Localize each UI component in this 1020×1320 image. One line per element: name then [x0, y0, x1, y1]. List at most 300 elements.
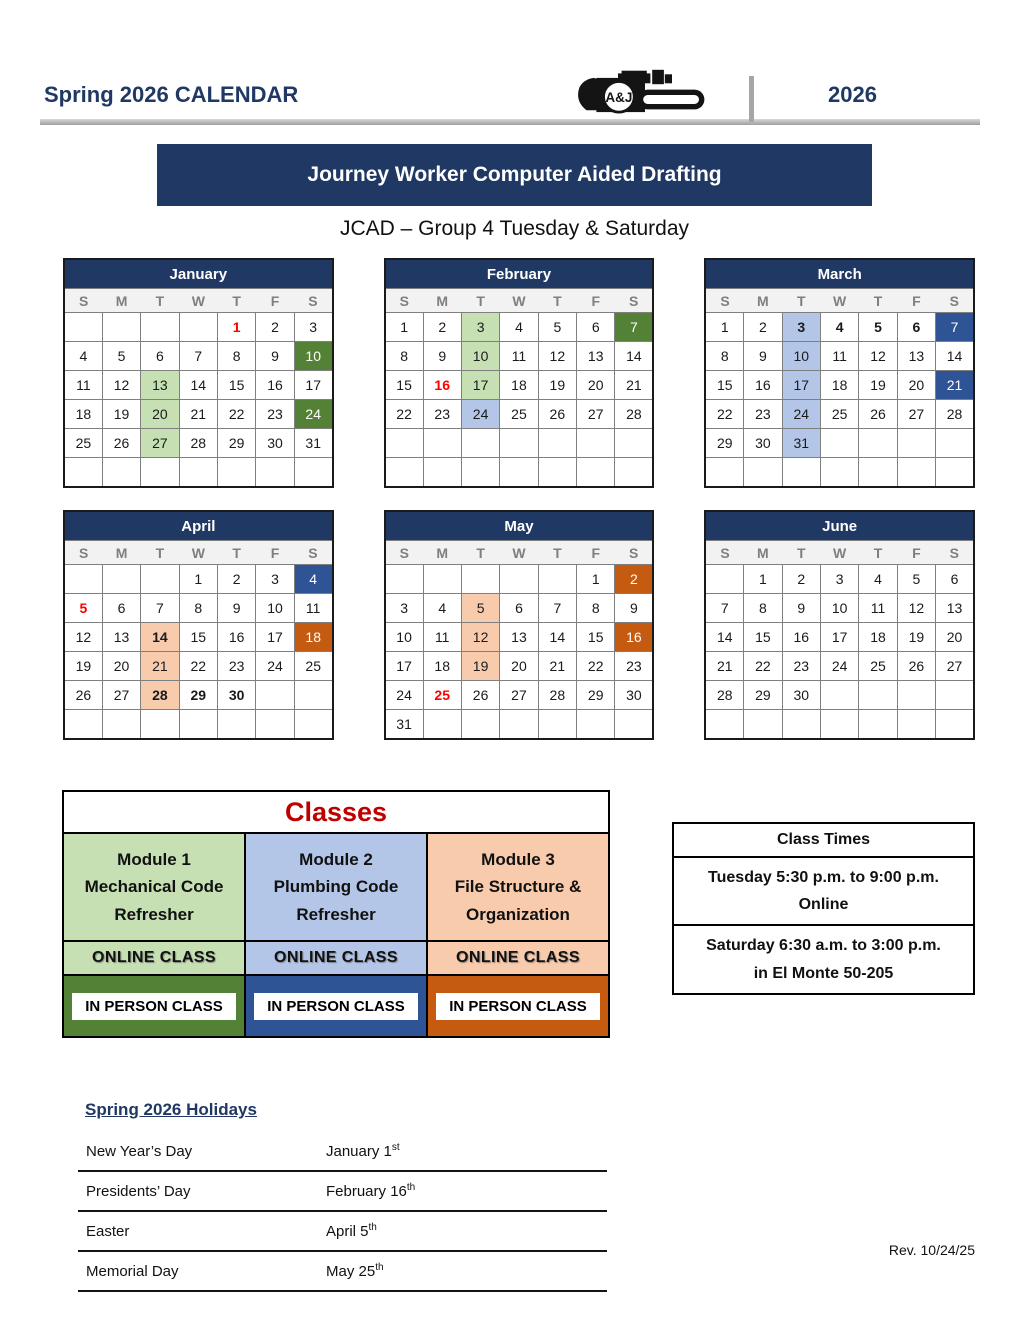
- day-cell: 18: [423, 652, 461, 681]
- day-cell: 24: [782, 400, 820, 429]
- empty-day-cell: [897, 429, 935, 458]
- empty-day-cell: [141, 313, 179, 342]
- day-cell: 26: [538, 400, 576, 429]
- day-cell: 18: [820, 371, 858, 400]
- holiday-date: April 5th: [318, 1211, 607, 1251]
- day-cell: 30: [782, 681, 820, 710]
- day-cell: 23: [615, 652, 653, 681]
- empty-day-cell: [782, 710, 820, 740]
- empty-day-cell: [897, 710, 935, 740]
- day-cell: 2: [615, 565, 653, 594]
- day-cell: 12: [461, 623, 499, 652]
- class-time-line1: Saturday 6:30 a.m. to 3:00 p.m.: [706, 937, 941, 955]
- day-of-week-header: T: [782, 541, 820, 565]
- day-cell: 27: [102, 681, 140, 710]
- holiday-row: [78, 1132, 607, 1171]
- classes-table: [62, 790, 610, 1038]
- day-cell: 4: [64, 342, 102, 371]
- holidays-title: Spring 2026 Holidays: [85, 1100, 257, 1119]
- day-cell: 7: [936, 313, 974, 342]
- day-of-week-header: W: [179, 541, 217, 565]
- day-cell: 25: [64, 429, 102, 458]
- empty-day-cell: [179, 313, 217, 342]
- day-cell: 4: [820, 313, 858, 342]
- day-cell: 15: [218, 371, 256, 400]
- day-cell: 19: [64, 652, 102, 681]
- day-cell: 22: [179, 652, 217, 681]
- day-cell: 10: [782, 342, 820, 371]
- online-class-label: ONLINE CLASS: [427, 941, 609, 975]
- day-of-week-header: T: [859, 289, 897, 313]
- day-of-week-header: T: [218, 289, 256, 313]
- day-cell: 14: [179, 371, 217, 400]
- month-title: January: [64, 259, 333, 289]
- empty-day-cell: [615, 429, 653, 458]
- classes-title: Classes: [63, 791, 609, 833]
- empty-day-cell: [897, 458, 935, 488]
- day-cell: 12: [897, 594, 935, 623]
- day-cell: 31: [385, 710, 423, 740]
- empty-day-cell: [859, 458, 897, 488]
- calendar-may: [384, 510, 655, 740]
- module-3-cell: [427, 833, 609, 941]
- empty-day-cell: [859, 429, 897, 458]
- in-person-class-cell: [245, 975, 427, 1037]
- day-cell: 16: [256, 371, 294, 400]
- day-of-week-header: F: [897, 541, 935, 565]
- day-cell: 26: [897, 652, 935, 681]
- empty-day-cell: [615, 458, 653, 488]
- day-of-week-header: S: [615, 541, 653, 565]
- holiday-name: New Year’s Day: [78, 1132, 318, 1171]
- empty-day-cell: [500, 429, 538, 458]
- day-cell: 20: [936, 623, 974, 652]
- day-cell: 15: [744, 623, 782, 652]
- empty-day-cell: [538, 565, 576, 594]
- day-cell: 6: [102, 594, 140, 623]
- empty-day-cell: [744, 458, 782, 488]
- empty-day-cell: [500, 458, 538, 488]
- empty-day-cell: [102, 458, 140, 488]
- module-name-line: Module 2: [299, 850, 373, 870]
- day-cell: 14: [705, 623, 743, 652]
- day-of-week-header: W: [820, 289, 858, 313]
- day-of-week-header: W: [820, 541, 858, 565]
- holiday-date-ordinal: th: [368, 1222, 377, 1233]
- day-cell: 19: [859, 371, 897, 400]
- empty-day-cell: [461, 429, 499, 458]
- in-person-class-label: IN PERSON CLASS: [254, 993, 418, 1020]
- day-cell: 6: [897, 313, 935, 342]
- holidays-table: [78, 1132, 607, 1292]
- day-cell: 20: [141, 400, 179, 429]
- day-cell: 3: [820, 565, 858, 594]
- day-cell: 21: [705, 652, 743, 681]
- day-cell: 11: [820, 342, 858, 371]
- holiday-date-ordinal: th: [375, 1262, 384, 1273]
- month-title: June: [705, 511, 974, 541]
- month-title: March: [705, 259, 974, 289]
- day-cell: 30: [256, 429, 294, 458]
- header-rule: [40, 119, 980, 125]
- empty-day-cell: [64, 710, 102, 740]
- day-cell: 24: [294, 400, 332, 429]
- day-cell: 5: [897, 565, 935, 594]
- day-cell: 12: [64, 623, 102, 652]
- day-cell: 3: [256, 565, 294, 594]
- empty-day-cell: [577, 458, 615, 488]
- day-cell: 28: [705, 681, 743, 710]
- day-cell: 10: [256, 594, 294, 623]
- day-cell: 17: [820, 623, 858, 652]
- day-cell: 2: [256, 313, 294, 342]
- day-cell: 15: [385, 371, 423, 400]
- day-cell: 24: [461, 400, 499, 429]
- day-cell: 25: [294, 652, 332, 681]
- day-cell: 18: [859, 623, 897, 652]
- holiday-row: [78, 1251, 607, 1291]
- day-cell: 9: [744, 342, 782, 371]
- day-cell: 6: [500, 594, 538, 623]
- day-cell: 3: [782, 313, 820, 342]
- day-cell: 14: [936, 342, 974, 371]
- day-cell: 24: [385, 681, 423, 710]
- day-cell: 2: [744, 313, 782, 342]
- empty-day-cell: [936, 710, 974, 740]
- day-cell: 8: [385, 342, 423, 371]
- day-of-week-header: F: [256, 541, 294, 565]
- class-time-line1: Tuesday 5:30 p.m. to 9:00 p.m.: [708, 869, 939, 886]
- day-of-week-header: M: [423, 541, 461, 565]
- program-banner: Journey Worker Computer Aided Drafting: [157, 144, 872, 206]
- empty-day-cell: [705, 565, 743, 594]
- day-cell: 2: [423, 313, 461, 342]
- day-cell: 30: [744, 429, 782, 458]
- day-of-week-header: S: [705, 289, 743, 313]
- day-cell: 5: [64, 594, 102, 623]
- day-cell: 11: [294, 594, 332, 623]
- day-cell: 13: [500, 623, 538, 652]
- header-year: 2026: [828, 82, 877, 107]
- empty-day-cell: [744, 710, 782, 740]
- day-cell: 29: [705, 429, 743, 458]
- day-cell: 19: [102, 400, 140, 429]
- day-cell: 9: [782, 594, 820, 623]
- day-cell: 22: [705, 400, 743, 429]
- module-1-cell: [63, 833, 245, 941]
- empty-day-cell: [500, 710, 538, 740]
- day-cell: 16: [615, 623, 653, 652]
- day-of-week-header: M: [744, 289, 782, 313]
- empty-day-cell: [423, 429, 461, 458]
- day-of-week-header: S: [936, 541, 974, 565]
- day-cell: 6: [577, 313, 615, 342]
- day-cell: 11: [423, 623, 461, 652]
- day-cell: 17: [461, 371, 499, 400]
- day-cell: 23: [423, 400, 461, 429]
- day-cell: 1: [577, 565, 615, 594]
- module-name-line: Plumbing Code: [273, 877, 399, 897]
- class-times-table: [672, 822, 975, 995]
- day-cell: 31: [782, 429, 820, 458]
- day-cell: 23: [256, 400, 294, 429]
- empty-day-cell: [577, 429, 615, 458]
- day-cell: 7: [615, 313, 653, 342]
- empty-day-cell: [385, 458, 423, 488]
- day-cell: 8: [179, 594, 217, 623]
- day-cell: 12: [859, 342, 897, 371]
- day-cell: 29: [577, 681, 615, 710]
- calendar-grid: [63, 258, 975, 740]
- day-cell: 11: [500, 342, 538, 371]
- day-of-week-header: W: [500, 289, 538, 313]
- day-cell: 25: [820, 400, 858, 429]
- day-cell: 26: [859, 400, 897, 429]
- day-of-week-header: F: [577, 541, 615, 565]
- day-cell: 26: [64, 681, 102, 710]
- module-2-cell: [245, 833, 427, 941]
- holidays-section: [0, 1100, 1020, 1292]
- day-of-week-header: M: [423, 289, 461, 313]
- logo-text: A&J: [605, 90, 633, 106]
- empty-day-cell: [461, 565, 499, 594]
- day-cell: 30: [615, 681, 653, 710]
- day-cell: 21: [179, 400, 217, 429]
- in-person-class-label: IN PERSON CLASS: [72, 993, 236, 1020]
- day-cell: 18: [294, 623, 332, 652]
- day-cell: 20: [577, 371, 615, 400]
- day-cell: 4: [423, 594, 461, 623]
- empty-day-cell: [385, 429, 423, 458]
- in-person-class-cell: [427, 975, 609, 1037]
- day-cell: 17: [782, 371, 820, 400]
- day-of-week-header: S: [705, 541, 743, 565]
- day-cell: 8: [705, 342, 743, 371]
- empty-day-cell: [538, 458, 576, 488]
- module-name-line: Module 3: [481, 850, 555, 870]
- day-of-week-header: M: [744, 541, 782, 565]
- day-cell: 9: [218, 594, 256, 623]
- day-cell: 14: [538, 623, 576, 652]
- day-of-week-header: S: [385, 541, 423, 565]
- calendar-march: [704, 258, 975, 488]
- day-cell: 13: [102, 623, 140, 652]
- holiday-date: February 16th: [318, 1171, 607, 1211]
- day-cell: 8: [744, 594, 782, 623]
- day-cell: 10: [294, 342, 332, 371]
- day-cell: 23: [782, 652, 820, 681]
- in-person-class-label: IN PERSON CLASS: [436, 993, 600, 1020]
- month-title: May: [385, 511, 654, 541]
- empty-day-cell: [141, 710, 179, 740]
- module-name-line: Organization: [466, 904, 570, 924]
- empty-day-cell: [141, 565, 179, 594]
- day-of-week-header: T: [859, 541, 897, 565]
- module-name-line: Mechanical Code: [84, 877, 224, 897]
- online-class-label: ONLINE CLASS: [245, 941, 427, 975]
- empty-day-cell: [820, 458, 858, 488]
- day-of-week-header: S: [294, 289, 332, 313]
- classes-section: [62, 790, 975, 1038]
- day-of-week-header: T: [218, 541, 256, 565]
- empty-day-cell: [218, 458, 256, 488]
- module-name-line: Refresher: [296, 904, 376, 924]
- day-cell: 7: [141, 594, 179, 623]
- day-cell: 31: [294, 429, 332, 458]
- empty-day-cell: [423, 565, 461, 594]
- day-cell: 1: [385, 313, 423, 342]
- day-cell: 23: [744, 400, 782, 429]
- day-cell: 20: [500, 652, 538, 681]
- day-cell: 1: [179, 565, 217, 594]
- day-cell: 8: [218, 342, 256, 371]
- empty-day-cell: [859, 710, 897, 740]
- month-title: April: [64, 511, 333, 541]
- module-name-line: Module 1: [117, 850, 191, 870]
- day-cell: 15: [179, 623, 217, 652]
- empty-day-cell: [500, 565, 538, 594]
- empty-day-cell: [538, 710, 576, 740]
- in-person-class-cell: [63, 975, 245, 1037]
- holiday-name: Memorial Day: [78, 1251, 318, 1291]
- day-cell: 10: [385, 623, 423, 652]
- day-of-week-header: S: [615, 289, 653, 313]
- day-cell: 29: [179, 681, 217, 710]
- day-cell: 11: [64, 371, 102, 400]
- day-of-week-header: S: [64, 541, 102, 565]
- day-of-week-header: S: [385, 289, 423, 313]
- day-cell: 1: [744, 565, 782, 594]
- day-of-week-header: T: [461, 289, 499, 313]
- holiday-date: January 1st: [318, 1132, 607, 1171]
- day-cell: 3: [385, 594, 423, 623]
- day-cell: 16: [744, 371, 782, 400]
- day-of-week-header: S: [936, 289, 974, 313]
- day-cell: 19: [461, 652, 499, 681]
- day-of-week-header: M: [102, 289, 140, 313]
- class-time-line2: in El Monte 50-205: [753, 964, 894, 982]
- day-cell: 13: [897, 342, 935, 371]
- month-title: February: [385, 259, 654, 289]
- class-time-line2: Online: [798, 896, 849, 914]
- day-cell: 16: [782, 623, 820, 652]
- empty-day-cell: [577, 710, 615, 740]
- empty-day-cell: [102, 565, 140, 594]
- empty-day-cell: [141, 458, 179, 488]
- day-cell: 20: [897, 371, 935, 400]
- day-cell: 3: [294, 313, 332, 342]
- day-cell: 6: [141, 342, 179, 371]
- day-cell: 5: [538, 313, 576, 342]
- holiday-date: May 25th: [318, 1251, 607, 1291]
- day-cell: 2: [782, 565, 820, 594]
- day-cell: 19: [897, 623, 935, 652]
- empty-day-cell: [859, 681, 897, 710]
- day-cell: 17: [294, 371, 332, 400]
- empty-day-cell: [423, 458, 461, 488]
- group-subtitle: JCAD – Group 4 Tuesday & Saturday: [339, 217, 689, 240]
- empty-day-cell: [64, 458, 102, 488]
- day-cell: 26: [102, 429, 140, 458]
- empty-day-cell: [179, 710, 217, 740]
- day-cell: 22: [385, 400, 423, 429]
- day-cell: 15: [705, 371, 743, 400]
- day-cell: 27: [141, 429, 179, 458]
- empty-day-cell: [538, 429, 576, 458]
- empty-day-cell: [897, 681, 935, 710]
- empty-day-cell: [936, 458, 974, 488]
- day-cell: 13: [577, 342, 615, 371]
- day-cell: 26: [461, 681, 499, 710]
- empty-day-cell: [179, 458, 217, 488]
- day-of-week-header: T: [141, 541, 179, 565]
- calendar-february: [384, 258, 655, 488]
- day-cell: 21: [538, 652, 576, 681]
- calendar-january: [63, 258, 334, 488]
- holiday-date-ordinal: st: [391, 1142, 400, 1153]
- class-time-entry: [673, 925, 974, 993]
- page-title: Spring 2026 CALENDAR: [44, 82, 299, 107]
- day-cell: 28: [936, 400, 974, 429]
- day-of-week-header: S: [64, 289, 102, 313]
- day-of-week-header: F: [577, 289, 615, 313]
- day-cell: 1: [705, 313, 743, 342]
- module-name-line: File Structure &: [454, 877, 582, 897]
- holiday-date-ordinal: th: [406, 1182, 416, 1193]
- day-cell: 22: [577, 652, 615, 681]
- empty-day-cell: [102, 313, 140, 342]
- empty-day-cell: [820, 710, 858, 740]
- day-cell: 27: [936, 652, 974, 681]
- day-cell: 16: [218, 623, 256, 652]
- day-cell: 25: [500, 400, 538, 429]
- day-cell: 17: [256, 623, 294, 652]
- day-of-week-header: T: [538, 289, 576, 313]
- empty-day-cell: [385, 565, 423, 594]
- day-cell: 29: [218, 429, 256, 458]
- day-cell: 24: [820, 652, 858, 681]
- empty-day-cell: [820, 429, 858, 458]
- day-cell: 19: [538, 371, 576, 400]
- day-cell: 20: [102, 652, 140, 681]
- day-cell: 18: [500, 371, 538, 400]
- day-cell: 12: [102, 371, 140, 400]
- day-cell: 23: [218, 652, 256, 681]
- empty-day-cell: [218, 710, 256, 740]
- empty-day-cell: [423, 710, 461, 740]
- day-cell: 16: [423, 371, 461, 400]
- empty-day-cell: [705, 710, 743, 740]
- day-cell: 7: [179, 342, 217, 371]
- day-cell: 13: [936, 594, 974, 623]
- page-header: [0, 0, 1020, 119]
- day-cell: 27: [577, 400, 615, 429]
- empty-day-cell: [782, 458, 820, 488]
- empty-day-cell: [294, 458, 332, 488]
- day-cell: 17: [385, 652, 423, 681]
- empty-day-cell: [64, 565, 102, 594]
- empty-day-cell: [256, 458, 294, 488]
- holiday-name: Easter: [78, 1211, 318, 1251]
- day-cell: 3: [461, 313, 499, 342]
- class-times-title: Class Times: [673, 823, 974, 857]
- day-cell: 4: [500, 313, 538, 342]
- day-cell: 10: [820, 594, 858, 623]
- pipe-wrench-logo: [573, 68, 708, 127]
- day-cell: 21: [936, 371, 974, 400]
- day-cell: 7: [538, 594, 576, 623]
- day-cell: 30: [218, 681, 256, 710]
